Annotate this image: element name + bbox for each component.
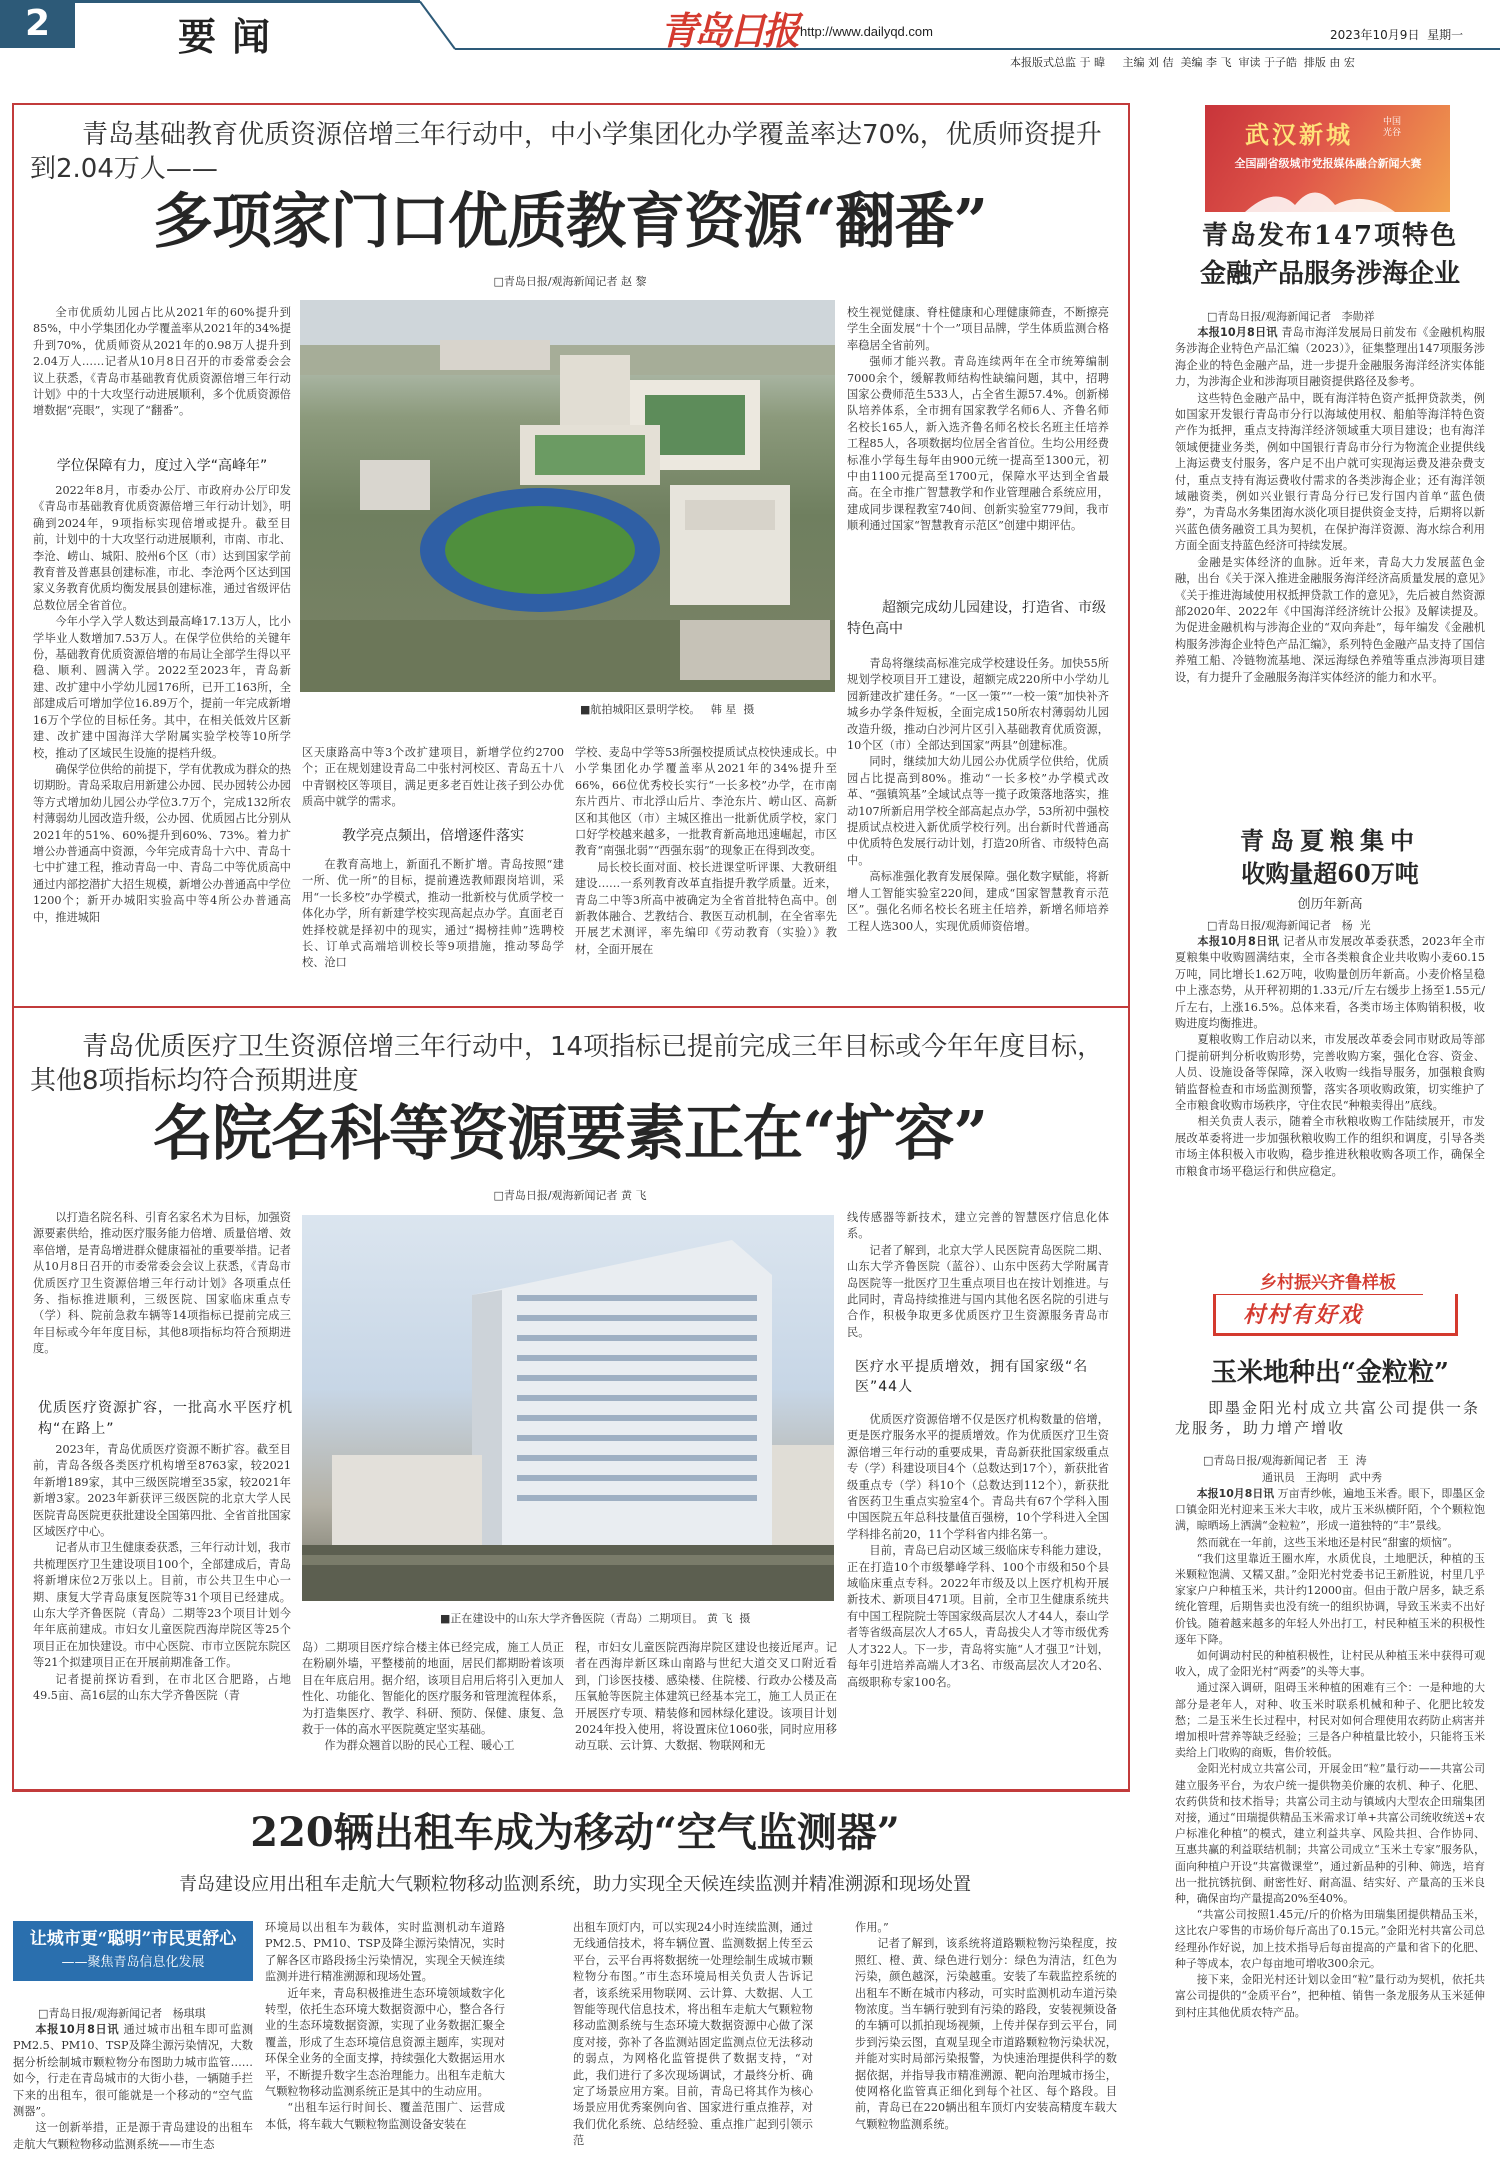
sidebar-a3-headline: 玉米地种出“金粒粒” xyxy=(1211,1358,1449,1388)
article3-col1: 本报10月8日讯 通过城市出租车即可监测PM2.5、PM10、TSP及降尘源污染情况，大数据分析绘制城市颗粒物分布图助力城市监管……如今，行走在青岛城市的大街小巷，一辆随手拦下来的出租车，很可能就是一个移动的“空气监测器”。 这一创新举措，正是源于青岛建设的出租车走航大气颗粒物移动监测系统——市生态 xyxy=(13,2023,253,2151)
sidebar-a2-subhead: 创历年新高 xyxy=(1297,897,1363,912)
rural-revitalization-banner[interactable] xyxy=(1213,1268,1458,1338)
article2-col4: 线传感器等新技术，建立完善的智慧医疗信息化体系。 记者了解到，北京大学人民医院青岛医院二期、山东大学齐鲁医院（蓝谷）、山东中医药大学附属青岛医院等一批医疗卫生重点项目也在按计划推进。与此同时，青岛持续推进与国内其他名医名院的引进与合作，积极争取更多优质医疗卫生资源服务青岛市民。 xyxy=(847,1211,1109,1339)
section-title: 要闻 xyxy=(178,14,287,59)
rural-banner-slogan: 村村有好戏 xyxy=(1243,1302,1364,1328)
sidebar-a2-byline: □青岛日报/观海新闻记者 杨 光 xyxy=(1207,919,1371,932)
hospital-construction-photo xyxy=(302,1215,834,1601)
article2-subhead2: 医疗水平提质增效，拥有国家级“名医”44人 xyxy=(855,1359,1089,1395)
article1-col4b: 青岛将继续高标准完成学校建设任务。加快55所规划学校项目开工建设，超额完成220所中小学幼儿园新建改扩建任务。“一区一策”“一校一策”加快补齐城乡办学条件短板，全面完成150所农村薄弱幼儿园改造升级，推动白沙河片区引入基础教育优质资源，10个区（市）全部达到国家“两县”创建标准。 同时，继续加大幼儿园公办优质学位供给，优质园占比提高到80%。推动“一长多校”办学模式改革、“强镇筑基”全域试点等一揽子政策落地落实，推动107所新启用学校全部高起点办学，53所初中强校提质试点校进入新优质学校行列。出台新时代普通高中优质特色发展行动计划，打造20所省、市级特色高中。 高标准强化教育发展保障。强化数字赋能，将新增人工智能实验室220间，建成“国家智慧教育示范区”。强化名师名校长名班主任培养，新增名师培养工程人选300人，实现优质师资倍增。 xyxy=(847,657,1109,933)
article3-headline: 220辆出租车成为移动“空气监测器” xyxy=(250,1809,900,1856)
article2-col2: 岛）二期项目医疗综合楼主体已经完成，施工人员正在粉刷外墙，平整楼前的地面，居民们都期盼着该项目在年底启用。据介绍，该项目启用后将引入更加人性化、功能化、智能化的医疗服务和管理流程体系，为打造集医疗、教学、科研、预防、保健、康复、急救于一体的高水平医院奠定坚实基础。 作为群众翘首以盼的民心工程、暖心工 xyxy=(302,1641,564,1753)
sidebar-a1-body: 本报10月8日讯 青岛市海洋发展局日前发布《金融机构服务涉海企业特色产品汇编（2023）》，征集整理出147项服务涉海企业的特色金融产品，进一步提升金融服务海洋经济实体能力，为涉海企业和涉海项目融资提供路径及参考。 这些特色金融产品中，既有海洋特色资产抵押贷款类，例如国家开发银行青岛市分行以海域使用权、船舶等海洋特色资产作为抵押，重点支持海洋经济领域重大项目建设；也有海洋领域便捷业务类，例如中国银行青岛市分行为物流企业提供线上海运费支付服务，客户足不出户就可实现海运费及港杂费支付，重点支持有海运费收付需求的各类涉海企业；还有海洋领域融资类，例如兴业银行青岛分行已发行国内首单“蓝色债券”，为青岛水务集团海水淡化项目提供资金支持，后期将以新兴蓝色债务融资工具为契机，在保护海洋资源、海水综合利用方面全面支持蓝色经济可持续发展。 金融是实体经济的血脉。近年来，青岛大力发展蓝色金融，出台《关于深入推进金融服务海洋经济高质量发展的意见》《关于推进海域使用权抵押贷款工作的意见》，先后被自然资源部2020年、2022年《中国海洋经济统计公报》及解读提及。为促进金融机构与涉海企业的“双向奔赴”，每年编发《金融机构服务涉海企业特色产品汇编》，系列特色金融产品支持了国信养殖工船、冷链物流基地、深远海绿色养殖等重点涉海项目建设，有力提升了金融服务海洋实体经济的能力和水平。 xyxy=(1175,326,1485,684)
article1-col3: 学校、麦岛中学等53所强校提质试点校快速成长。中小学集团化办学覆盖率从2021年的34%提升至66%，66位优秀校长实行“一长多校”办学，在市南东片西片、市北浮山后片、李沧东片、崂山区、高新区和其他区（市）主城区推出一批新优质学校，家门口好学校越来越多，一批教育新高地迅速崛起，市区教育“南强北弱”“西强东弱”的现象正在得到改变。 局长校长面对面、校长进课堂听评课、大教研组建设……一系列教育改革直指提升教学质量。近来，青岛二中等3所高中被确定为全省首批特色高中。创新教体融合、艺教结合、教医互动机制，在全省率先开展艺术测评，率先编印《劳动教育（实验）》教材，全面开展在 xyxy=(575,746,837,956)
banner-subtitle: 全国副省级城市党报媒体融合新闻大赛 xyxy=(1234,157,1422,170)
sidebar-a3-body: 本报10月8日讯 万亩青纱帐，遍地玉米香。眼下，即墨区金口镇金阳光村迎来玉米大丰收，成片玉米纵横阡陌，个个颗粒饱满，晾晒场上洒满“金粒粒”，形成一道独特的“丰”景线。 然而就在一年前，这些玉米地还是村民“甜蜜的烦恼”。 “我们这里靠近王圈水库，水质优良，土地肥沃，种植的玉米颗粒饱满、又糯又甜。”金阳光村党委书记王新胜说，村里几乎家家户户种植玉米，共计约12000亩。但由于散户居多，缺乏系统化管理，后期售卖也没有统一的组织协调，导致玉米卖不出好价钱。随着越来越多的年轻人外出打工，村民种植玉米的积极性逐年下降。 如何调动村民的种植积极性，让村民从种植玉米中获得可观收入，成了金阳光村“两委”的头等大事。 通过深入调研，阻碍玉米种植的困难有三个：一是种地的大部分是老年人，对种、收玉米时联系机械和种子、化肥比较发愁；二是玉米生长过程中，村民对如何合理使用农药防止病害并增加根叶营养等缺乏经验；三是各户种植量比较小，只能将玉米卖给上门收购的商贩，售价较低。 金阳光村成立共富公司，开展金田“粒”量行动——共富公司建立服务平台，为农户统一提供物美价廉的农机、种子、化肥、农药供货和技术指导；共富公司主动与镇域内大型农企田瑞集团对接，通过“田瑞提供精品玉米需求订单+共富公司统收统送+农户标准化种植”的模式，建立利益共享、风险共担、合作协同、互惠共赢的利益联结机制；共富公司成立“玉米土专家”服务队，面向种植户开设“共富微课堂”，通过新品种的引种、筛选，培育出一批抗锈抗倒、耐密性好、耐高温、结实好、产量高的玉米良种，确保亩均产量提高20%至40%。 “共富公司按照1.45元/斤的价格为田瑞集团提供精品玉米，这比农户零售的市场价每斤高出了0.15元。”金阳光村共富公司总经理孙作好说，加上技术指导后每亩提高的产量和省下的化肥、种子等成本，农户每亩地可增收300余元。 接下来，金阳光村还计划以金田“粒”量行动为契机，依托共富公司提供的“金质平台”，把种植、销售一条龙服务从玉米延伸到村庄其他优质农特产品。 xyxy=(1175,1487,1485,2019)
article1-subhead3: 超额完成幼儿园建设，打造省、市级特色高中 xyxy=(847,600,1106,637)
article3-byline: □青岛日报/观海新闻记者 杨琪琪 xyxy=(38,2007,206,2020)
frame-bottom xyxy=(12,1789,1130,1792)
article1-col2: 区天康路高中等3个改扩建项目，新增学位约2700个；正在规划建设青岛二中张村河校区、青岛五十八中青钢校区等项目，满足更多老百姓让孩子到公办优质高中就学的需求。 xyxy=(302,746,564,809)
rural-banner-title: 乡村振兴齐鲁样板 xyxy=(1260,1273,1396,1293)
newspaper-logo: 青岛日报 xyxy=(660,8,797,53)
school-aerial-photo xyxy=(300,300,835,692)
frame-top xyxy=(12,103,1130,105)
sidebar-a3-byline: □青岛日报/观海新闻记者 王 涛 xyxy=(1203,1454,1367,1467)
sidebar-a1-byline: □青岛日报/观海新闻记者 李勋祥 xyxy=(1207,310,1375,323)
banner-title: 武汉新城 xyxy=(1245,120,1353,149)
banner-tag: 中国光谷 xyxy=(1383,117,1402,138)
article1-photo-caption: ■航拍城阳区景明学校。 韩 星 摄 xyxy=(580,703,755,716)
article1-col4: 校生视觉健康、脊柱健康和心理健康筛查，不断擦亮学生全面发展“十个一”项目品牌，学生体质监测合格率稳居全省前列。 强师才能兴教。青岛连续两年在全市统筹编制7000余个，缓解教师结构性缺编问题，其中，招聘国家公费师范生533人，占全省生源57.4%。创新梯队培养体系，全市拥有国家教学名师6人、齐鲁名师名校长165人，新入选齐鲁名师名校长名班主任培养工程85人，各项数据均位居全省首位。生均公用经费标准小学每生每年由900元统一提高至1300元，初中由1100元提高至1700元，保障水平达到全省最高。在全市推广智慧教学和作业管理融合系统应用，建成同步课程教室740间、创新实验室779间，我市顺利通过国家“智慧教育示范区”创建中期评估。 xyxy=(847,306,1109,533)
article3-subhead: 青岛建设应用出租车走航大气颗粒物移动监测系统，助力实现全天候连续监测并精准溯源和现场处置 xyxy=(179,1874,971,1895)
sidebar-a2-headline-1: 青岛夏粮集中 xyxy=(1240,826,1420,855)
sidebar-a3-subhead: 即墨金阳光村成立共富公司提供一条龙服务，助力增产增收 xyxy=(1175,1399,1481,1437)
article1-subhead1: 学位保障有力，度过入学“高峰年” xyxy=(56,458,268,474)
article2-subhead1: 优质医疗资源扩容，一批高水平医疗机构“在路上” xyxy=(38,1400,293,1437)
sidebar-a2-body: 本报10月8日讯 记者从市发展改革委获悉，2023年全市夏粮集中收购圆满结束，全市各类粮食企业共收购小麦60.15万吨，同比增长1.62万吨，收购量创历年新高。小麦价格呈稳中上涨态势，从开秤初期的1.33元/斤左右缓步上扬至1.55元/斤左右，上涨16.5%。总体来看，各类市场主体购销积极，收购进度均衡推进。 夏粮收购工作启动以来，市发展改革委会同市财政局等部门提前研判分析收购形势，完善收购方案，强化仓容、资金、人员、设施设备等保障，深入收购一线指导服务，加强粮食购销监督检查和市场监测预警，落实各项收购政策，切实维护了全市粮食收购市场秩序，守住农民“种粮卖得出”底线。 相关负责人表示，随着全市秋粮收购工作陆续展开，市发展改革委将进一步加强秋粮收购工作的组织和调度，引导各类市场主体积极入市收购，稳步推进秋粮收购各项工作，确保全市粮食市场平稳运行和供应稳定。 xyxy=(1175,935,1485,1178)
lead-label: 本报10月8日讯 xyxy=(1197,326,1278,339)
article2-headline: 名院名科等资源要素正在“扩容” xyxy=(152,1099,988,1169)
article1-kicker: 青岛基础教育优质资源倍增三年行动中，中小学集团化办学覆盖率达70%，优质师资提升到2.04万人—— xyxy=(30,120,1102,184)
rural-banner-frame-top xyxy=(1213,1294,1423,1295)
article1-col2b: 在教育高地上，新面孔不断扩增。青岛按照“建一所、优一所”的目标，提前遴选教师跟岗培训，采用“一长多校”办学模式，推动一批新校与优质学校一体化办学，所有新建学校实现高起点办学。直面老百姓择校就是择初中的现实，通过“揭榜挂帅”选聘校长、订单式高端培训校长等9项措施，推动琴岛学校、沧口 xyxy=(302,858,564,970)
article2-photo-caption: ■正在建设中的山东大学齐鲁医院（青岛）二期项目。 黄 飞 摄 xyxy=(440,1612,751,1625)
issue-date: 2023年10月9日 星期一 xyxy=(1330,28,1464,42)
article1-subhead2: 教学亮点频出，倍增逐件落实 xyxy=(342,828,524,844)
photo-illustration xyxy=(300,300,835,692)
banner-skyline-icon xyxy=(1205,175,1450,212)
promo-box[interactable] xyxy=(13,1921,253,1981)
article3-col3: 出租车顶灯内，可以实现24小时连续监测，通过无线通信技术，将车辆位置、监测数据上传至云平台，云平台再将数据统一处理绘制生成城市颗粒物分布图。”市生态环境局相关负责人告诉记者，该系统采用物联网、云计算、大数据、人工智能等现代信息技术，将出租车走航大气颗粒物移动监测系统与生态环境大数据资源中心做了深度对接，弥补了各监测站固定监测点位无法移动的弱点，为网格化监管提供了数据支持，“对此，我们进行了多次现场调试，才最终分析、确定了场景应用方案。目前，青岛已将其作为核心场景应用优秀案例向省、国家进行重点推荐，对我们优化系统、总结经验、重点推广起到引领示范 xyxy=(573,1921,813,2148)
article-separator xyxy=(14,1006,1128,1008)
article3-col4: 作用。” 记者了解到，该系统将道路颗粒物污染程度，按照红、橙、黄、绿色进行划分：绿色为清洁，红色为污染，颜色越深，污染越重。安装了车载监控系统的出租车不断在城市内移动，可实时监测机动车道污染物浓度。当车辆行驶到有污染的路段，安装视频设备的车辆可以抓拍现场视频，上传并保存到云平台，同步到污染云图，直观呈现全市道路颗粒物污染状况，并能对实时局部污染报警，为快速治理提供科学的数据依据，并指导我市精准溯源、靶向治理城市扬尘，使网格化监管真正细化到每个社区、每个路段。目前，青岛已在220辆出租车顶灯内安装高精度车载大气颗粒物监测系统。 xyxy=(855,1921,1117,2131)
lead-label: 本报10月8日讯 xyxy=(35,2023,120,2036)
article3-col2: 环境局以出租车为载体，实时监测机动车道路PM2.5、PM10、TSP及降尘源污染情况，实时了解各区市路段扬尘污染情况，实现全天候连续监测并进行精准溯源和现场处置。 近年来，青岛积极推进生态环境领域数字化转型，依托生态环境大数据资源中心，整合各行业的生态环境数据资源，实现了业务数据汇聚全覆盖，形成了生态环境信息资源主题库，实现对环保全业务的全面支撑，持续强化大数据运用水平，不断提升数字生态治理能力。出租车走航大气颗粒物移动监测系统正是其中的生动应用。 “出租车运行时间长、覆盖范围广、运营成本低，将车载大气颗粒物监测设备安装在 xyxy=(265,1921,505,2131)
promo-subtitle: ——聚焦青岛信息化发展 xyxy=(61,1955,205,1970)
hospital-illustration xyxy=(302,1215,834,1601)
website-url[interactable]: http://www.dailyqd.com xyxy=(800,24,933,39)
article2-kicker: 青岛优质医疗卫生资源倍增三年行动中，14项指标已提前完成三年目标或今年年度目标，其他8项指标均符合预期进度 xyxy=(30,1032,1104,1096)
page-number-tab: 2 xyxy=(0,0,75,48)
article2-col1b: 2023年，青岛优质医疗资源不断扩容。截至目前，青岛各级各类医疗机构增至8763家，较2021年新增189家，其中三级医院增至35家，较2021年新增3家。2023年新获评三级医院的北京大学人民医院青岛医院更获批建设全国第四批、全省首批国家区域医疗中心。 记者从市卫生健康委获悉，三年行动计划，我市共梳理医疗卫生建设项目100个，全部建成后，青岛将新增床位2万张以上。目前，市公共卫生中心一期、康复大学青岛康复医院等31个项目已经建成。山东大学齐鲁医院（青岛）二期等23个项目计划今年年底前建成。市妇女儿童医院西海岸院区等25个项目正在加快建设。市中心医院、市市立医院东院区等21个拟建项目正在开展前期准备工作。 记者提前探访看到，在市北区合肥路，占地49.5亩、高16层的山东大学齐鲁医院（青 xyxy=(33,1443,291,1703)
article1-byline: □青岛日报/观海新闻记者 赵 黎 xyxy=(493,275,647,288)
article1-col1: 全市优质幼儿园占比从2021年的60%提升到85%，中小学集团化办学覆盖率从2021年的34%提升到70%，优质师资从2021年的0.98万人提升到2.04万人……记者从10月8日召开的市委常委会会议上获悉，《青岛市基础教育优质资源倍增三年行动计划》中的十大攻坚行动进展顺利，多个优质资源倍增数据“亮眼”，实现了“翻番”。 xyxy=(33,306,291,418)
frame-right xyxy=(1128,103,1130,1791)
article2-col3: 程，市妇女儿童医院西海岸院区建设也接近尾声。记者在西海岸新区珠山南路与世纪大道交叉口附近看到，门诊医技楼、感染楼、住院楼、行政办公楼及高压氧舱等医院主体建筑已经基本完工，施工人员正在开展医疗专项、精装修和园林绿化建设。该项目计划2024年投入使用，将设置床位1060张，同时应用移动互联、云计算、大数据、物联网和无 xyxy=(575,1641,837,1753)
article1-col1b: 2022年8月，市委办公厅、市政府办公厅印发《青岛市基础教育优质资源倍增三年行动计划》，明确到2024年，9项指标实现倍增或提升。截至目前，计划中的十大攻坚行动进展顺利，市南、市北、李沧、崂山、城阳、胶州6个区（市）达到国家学前教育普及普惠县创建标准，市北、李沧两个区达到国家义务教育优质均衡发展县创建标准，通过省级评估总数位居全省首位。 今年小学入学人数达到最高峰17.13万人，比小学毕业人数增加7.53万人。在保学位供给的关键年份，基础教育优质资源倍增的布局让全部学生得以平稳、顺利、圆满入学。2022至2023年，青岛新建、改扩建中小学幼儿园176所，已开工163所，全部建成后可增加学位16.89万个，提前一年完成新增16万个学位的目标任务。其中，在相关低效片区新建、改扩建中国海洋大学附属实验学校等10所学校，推动了区域民生设施的提档升级。 确保学位供给的前提下，学有优教成为群众的热切期盼。青岛采取启用新建公办园、民办园转公办园等方式增加幼儿园公办学位3.7万个，完成132所农村薄弱幼儿园改造升级，公办园、优质园占比分别从2021年的51%、60%提升到60%、73%。着力扩增公办普通高中资源，今年完成青岛十六中、青岛十七中扩建工程，推动青岛一中、青岛二中等优质高中通过内部挖潜扩大招生规模，新增公办普通高中学位1200个；新开办城阳实验高中等4所公办普通高中，推进城阳 xyxy=(33,484,291,924)
promo-title: 让城市更“聪明”市民更舒心 xyxy=(29,1929,237,1949)
article2-col4b: 优质医疗资源倍增不仅是医疗机构数量的倍增，更是医疗服务水平的提质增效。作为优质医疗卫生资源倍增三年行动的重要成果，青岛新获批国家级重点专（学）科建设项目4个（总数达到17个），新获批省级重点专（学）科10个（总数达到112个），新获批省医药卫生重点实验室4个。青岛共有67个学科入围中国医院五年总科技量值百强榜，10个学科进入全国学科排名前20，11个学科省内排名第一。 目前，青岛已启动区域三级临床专科能力建设，正在打造10个市级攀峰学科、100个市级和50个县域临床重点专科。2022年市级及以上医疗机构开展新技术、新项目471项。目前，全市卫生健康系统共有中国工程院院士等国家级高层次人才44人，泰山学者等省级高层次人才65人，青岛拔尖人才等市级优秀人才322人。下一步，青岛将实施“人才强卫”计划，每年引进培养高端人才3名、市级高层次人才20名、高级职称专家100名。 xyxy=(847,1413,1109,1689)
sidebar-a1-headline-2: 金融产品服务涉海企业 xyxy=(1199,259,1460,289)
lead-label: 本报10月8日讯 xyxy=(1197,935,1280,948)
sidebar-a2-headline-2: 收购量超60万吨 xyxy=(1241,859,1419,888)
sidebar-a1-headline-1: 青岛发布147项特色 xyxy=(1201,221,1459,251)
lead-label: 本报10月8日讯 xyxy=(1196,1487,1275,1500)
article2-byline: □青岛日报/观海新闻记者 黄 飞 xyxy=(493,1189,647,1202)
sidebar-a3-byline2: 通讯员 王海明 武中秀 xyxy=(1262,1471,1382,1484)
wuhan-contest-banner[interactable] xyxy=(1205,105,1450,212)
frame-left xyxy=(12,103,14,1791)
article2-col1: 以打造名院名科、引育名家名术为目标，加强资源要素供给，推动医疗服务能力倍增、质量倍增、效率倍增，是青岛增进群众健康福祉的重要举措。记者从10月8日召开的市委常委会会议上获悉，《青岛市优质医疗卫生资源倍增三年行动计划》各项重点任务、指标推进顺利，三级医院、国家临床重点专（学）科、院前急救车辆等14项指标已提前完成三年目标或今年年度目标，其他8项指标均符合预期进度。 xyxy=(33,1211,291,1356)
article1-headline: 多项家门口优质教育资源“翻番” xyxy=(152,187,988,257)
editorial-staff: 本报版式总监 于 暐 主编 刘 佶 美编 李 飞 审读 于子皓 排版 由 宏 xyxy=(1010,56,1355,69)
